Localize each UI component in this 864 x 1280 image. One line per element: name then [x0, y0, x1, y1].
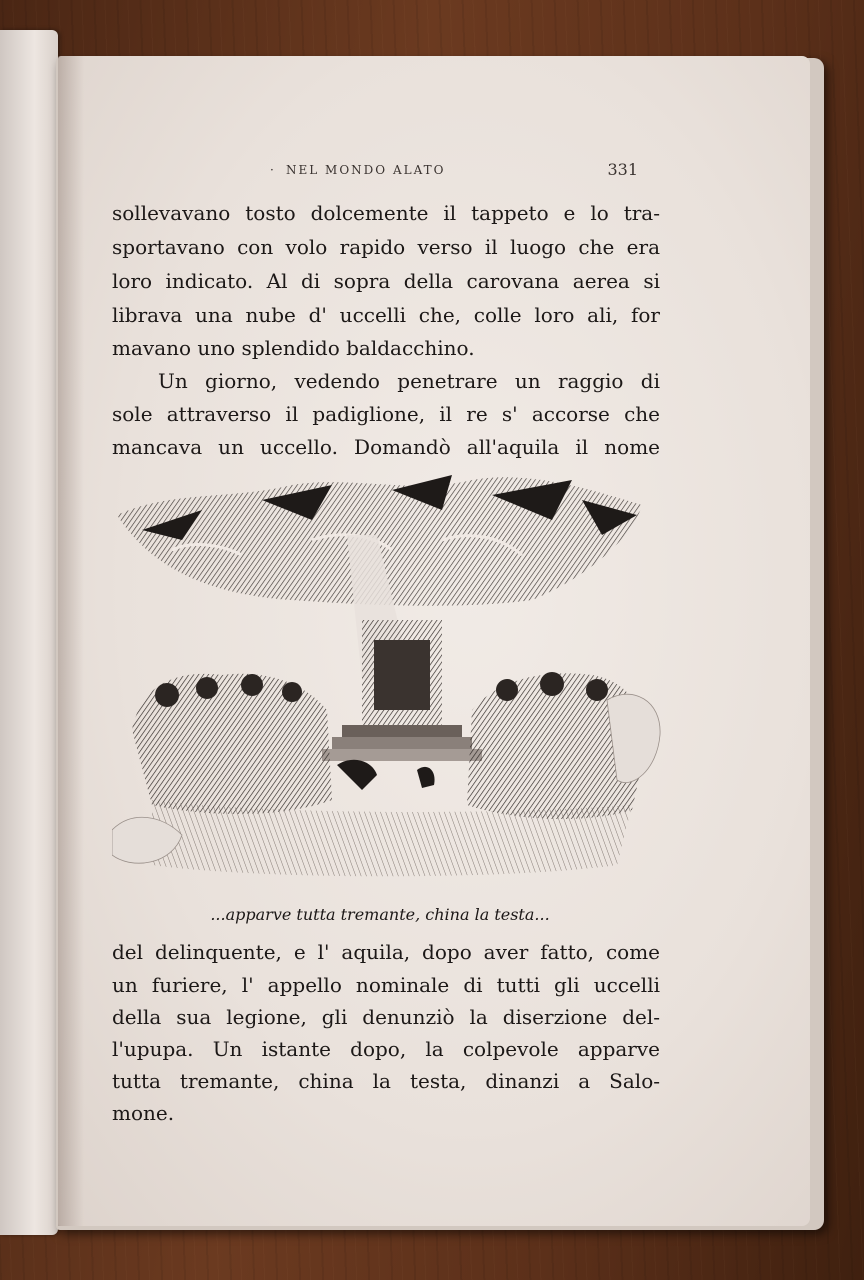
assembly-figures-left [132, 674, 332, 814]
left-page-edge [0, 30, 58, 1235]
text-line: l'upupa. Un istante dopo, la colpevole apparve [112, 1037, 660, 1061]
text-line: sole attraverso il padiglione, il re s' accorse che [112, 402, 660, 426]
text-line: librava una nube d' uccelli che, colle loro ali, for [112, 303, 660, 327]
hoopoe [417, 767, 435, 788]
text-line: Un giorno, vedendo penetrare un raggio di [158, 369, 660, 393]
page-number: 331 [607, 160, 638, 179]
eagle [337, 760, 377, 790]
text-line: mancava un uccello. Domandò all'aquila il nome [112, 435, 660, 459]
throne [322, 620, 482, 761]
engraving-illustration [112, 470, 662, 890]
floor [152, 800, 632, 876]
illustration-caption: ...apparve tutta tremante, china la testa... [210, 905, 550, 924]
text-line: della sua legione, gli denunziò la diserzione del- [112, 1005, 660, 1029]
running-head-title: NEL MONDO ALATO [286, 163, 446, 177]
text-line: mavano uno splendido baldacchino. [112, 336, 475, 360]
running-head-dot: · [270, 163, 276, 177]
running-head [270, 160, 660, 182]
text-line: sportavano con volo rapido verso il luogo che era [112, 235, 660, 259]
gutter-shadow [58, 56, 84, 1226]
text-line: del delinquente, e l' aquila, dopo aver fatto, come [112, 940, 660, 964]
text-line: mone. [112, 1101, 175, 1125]
text-line: sollevavano tosto dolcemente il tappeto e lo tra- [112, 201, 660, 225]
text-line: tutta tremante, china la testa, dinanzi a Salo- [112, 1069, 660, 1093]
text-line: loro indicato. Al di sopra della carovana aerea si [112, 269, 660, 293]
text-line: un furiere, l' appello nominale di tutti gli uccelli [112, 973, 660, 997]
